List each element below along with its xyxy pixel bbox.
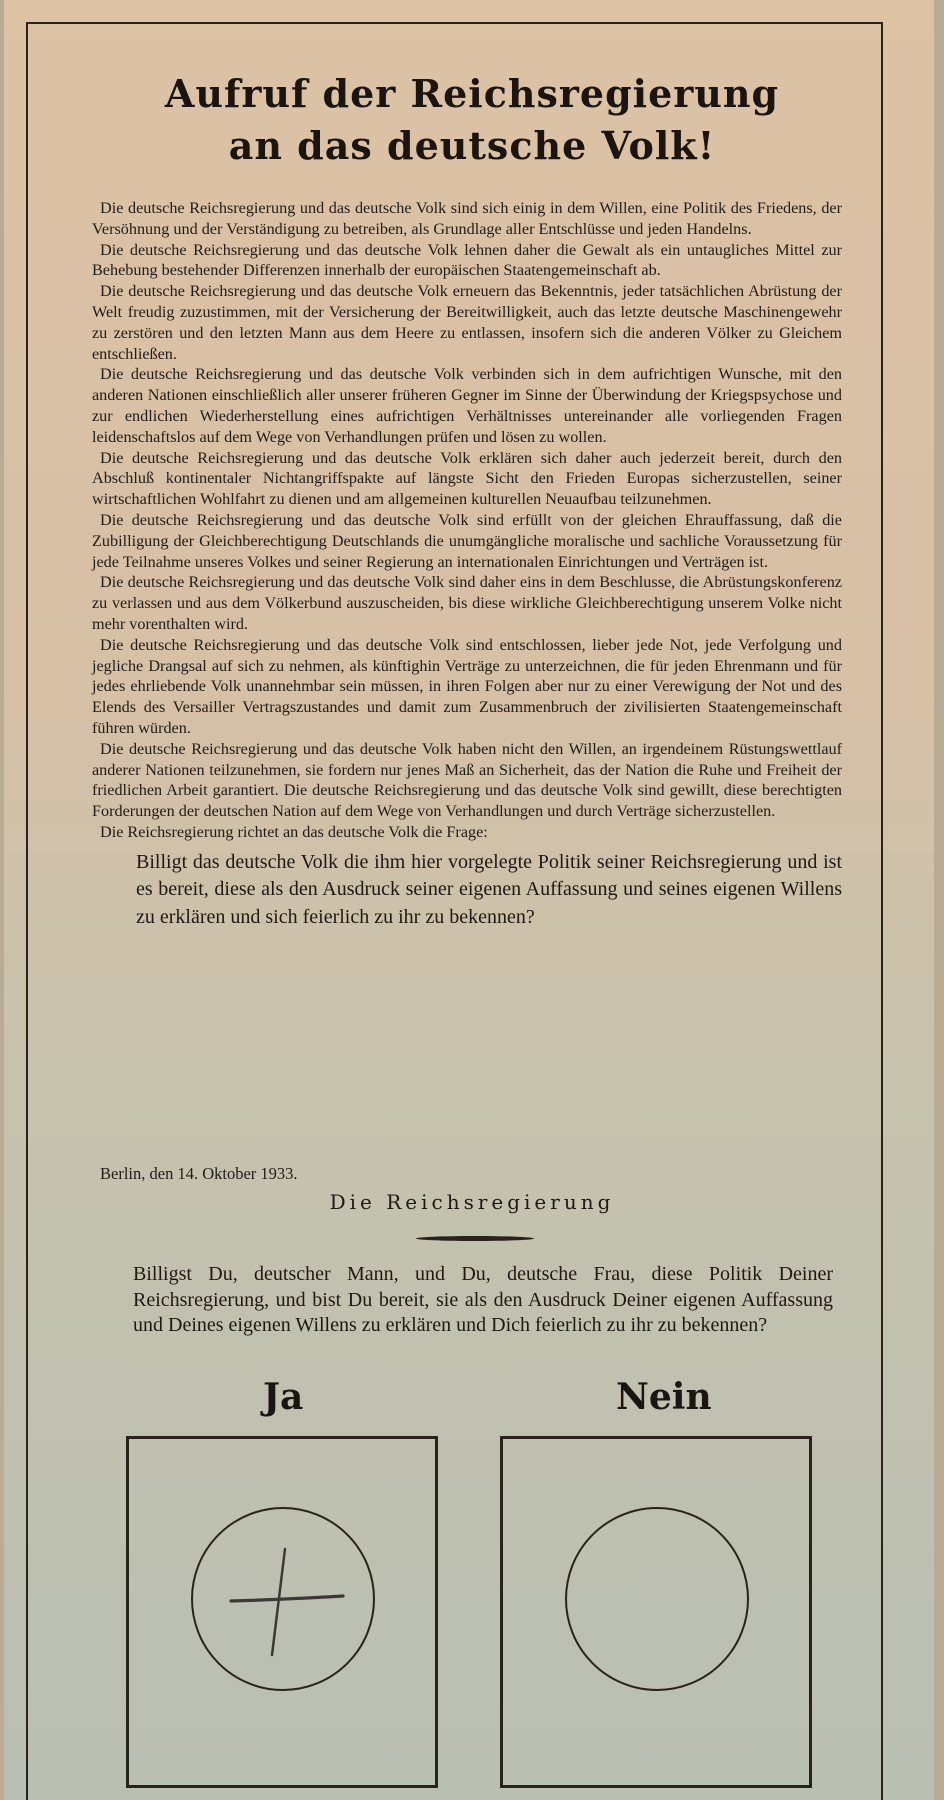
- paragraph: Die deutsche Reichsregierung und das deutsche Volk verbinden sich in dem aufrichtigen Wunsche, mit den anderen Nationen einschließlich aller unserer früheren Gegner im Sinne der Überwindung der Kriegspsychose und zur endlichen Wiederherstellung eines aufrichtigen Verhältnisses untereinander alle vorliegenden Fragen leidenschaftslos auf dem Wege von Verhandlungen prüfen und lösen zu wollen.: [92, 365, 842, 446]
- paragraph: Die deutsche Reichsregierung und das deutsche Volk sind daher eins in dem Beschlusse, die Abrüstungskonferenz zu verlassen und aus dem Völkerbund auszuscheiden, bis diese wirkliche Gleichberechtigung unserem Volke nicht mehr vorenthalten wird.: [92, 573, 842, 633]
- pencil-cross-mark: [193, 1509, 377, 1693]
- paragraph: Die deutsche Reichsregierung und das deutsche Volk erklären sich daher auch jederzeit bereit, durch den Abschluß kontinentaler Nichtangriffspakte auf längste Sicht den Frieden Europas sicherzustellen, seiner wirtschaftlichen Wohlfahrt zu dienen und am allgemeinen kulturellen Neuaufbau teilzunehmen.: [92, 448, 842, 509]
- paragraph: Die deutsche Reichsregierung und das deutsche Volk sind erfüllt von der gleichen Ehrauffassung, daß die Zubilligung der Gleichberechtigung Deutschlands die unumgängliche moralische und sachliche Voraussetzung für jede Teilnahme unseres Volkes und seiner Regierung an internationalen Einrichtungen und Verträgen ist.: [92, 510, 842, 571]
- paragraph: Die deutsche Reichsregierung und das deutsche Volk haben nicht den Willen, an irgendeinem Rüstungswettlauf anderer Nationen teilzunehmen, sie fordern nur jenes Maß an Sicherheit, das der Nation die Ruhe und Freiheit der friedlichen Arbeit garantiert. Die deutsche Reichsregierung und das deutsche Volk sind gewillt, diese berechtigten Forderungen der deutschen Nation auf dem Wege von Verhandlungen und durch Verträge sicherzustellen.: [92, 739, 842, 821]
- referendum-question: Billigt das deutsche Volk die ihm hier vorgelegte Politik seiner Reichsregierung und ist es bereit, diese als den Ausdruck seiner eigenen Auffassung und seines eigenen Willens zu erklären und sich feierlich zu ihr zu bekennen?: [136, 850, 842, 928]
- title-line-1: Aufruf der Reichsregierung: [164, 71, 780, 116]
- paragraph: Die deutsche Reichsregierung und das deutsche Volk lehnen daher die Gewalt als ein untaugliches Mittel zur Behebung bestehender Differenzen innerhalb der europäischen Staatengemeinschaft ab.: [92, 240, 842, 280]
- voter-question: Billigst Du, deutscher Mann, und Du, deutsche Frau, diese Politik Deiner Reichsregierung, und bist Du bereit, sie als den Ausdruck Deiner eigenen Auffassung und Deines eigenen Willens zu erklären und Dich feierlich zu ihr zu bekennen?: [133, 1263, 833, 1336]
- proclamation-text: [92, 198, 842, 931]
- yes-label: Ja: [263, 1376, 304, 1418]
- paragraph: Die deutsche Reichsregierung und das deutsche Volk sind entschlossen, lieber jede Not, jede Verfolgung und jegliche Drangsal auf sich zu nehmen, als künftighin Verträge zu unterzeichnen, die für jeden Ehrenmann und für jedes ehrliebende Volk unannehmbar sein müssen, in ihren Folgen aber nur zu einer Verewigung der Not und des Elends des Versailler Vertragszustandes und damit zum Zusammenbruch der zivilisierten Staatengemeinschaft führen würden.: [92, 635, 842, 737]
- paragraph: Die deutsche Reichsregierung und das deutsche Volk erneuern das Bekenntnis, jeder tatsächlichen Abrüstung der Welt freudig zuzustimmen, mit der Versicherung der Bereitwilligkeit, auch das letzte deutsche Maschinengewehr zu zerstören und den letzten Mann aus dem Heere zu entlassen, insofern sich die anderen Völker zu Gleichem entschließen.: [92, 282, 842, 363]
- no-vote-circle[interactable]: [565, 1507, 749, 1691]
- no-label: Nein: [616, 1376, 712, 1418]
- paragraph: Die deutsche Reichsregierung und das deutsche Volk sind sich einig in dem Willen, eine Politik des Friedens, der Versöhnung und der Verständigung zu betreiben, als Grundlage aller Entschlüsse und jeden Handelns.: [92, 199, 842, 238]
- yes-vote-circle[interactable]: [191, 1507, 375, 1691]
- title-line-2: an das deutsche Volk!: [228, 123, 716, 168]
- ornamental-divider: [416, 1236, 534, 1241]
- yes-vote-box[interactable]: [126, 1436, 438, 1788]
- no-vote-box[interactable]: [500, 1436, 812, 1788]
- paragraph: Die Reichsregierung richtet an das deutsche Volk die Frage:: [100, 822, 488, 841]
- document-title: [0, 68, 944, 172]
- place-and-date: Berlin, den 14. Oktober 1933.: [100, 1164, 298, 1183]
- signature: Die Reichsregierung: [329, 1190, 615, 1214]
